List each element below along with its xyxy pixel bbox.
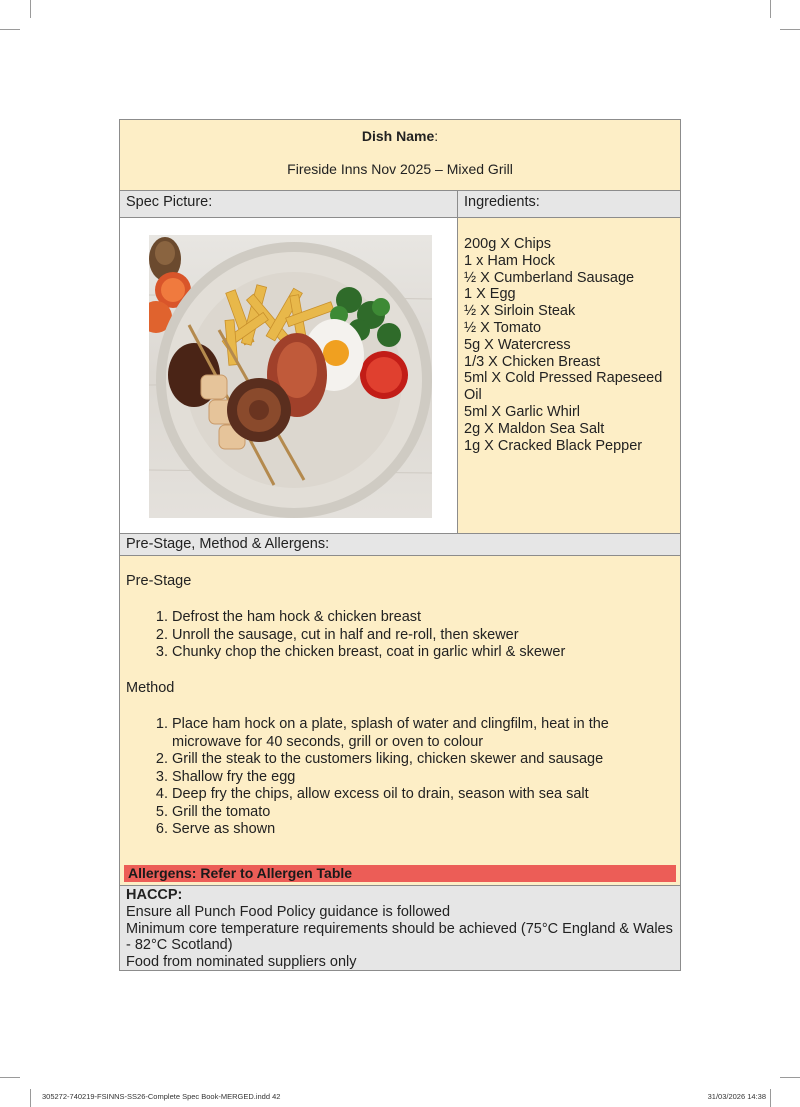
footer-file-name: 305272-740219-FSINNS-SS26-Complete Spec Book-MERGED.indd 42 [42,1092,281,1101]
method-step: 4. Deep fry the chips, allow excess oil to drain, season with sea salt [172,786,672,804]
mixed-grill-photo [149,235,432,518]
crop-mark [770,1089,771,1107]
pre-stage-step: 1. Defrost the ham hock & chicken breast [172,609,672,627]
ingredient-item: ½ X Cumberland Sausage [464,269,635,286]
method-header: Pre-Stage, Method & Allergens: [126,536,330,552]
crop-mark [780,1077,800,1078]
picture-ingredients-body [120,218,680,534]
mixed-grill-plate-icon [149,235,432,518]
crop-mark [0,29,20,30]
ingredient-item: 5ml X Garlic Whirl [464,403,581,420]
crop-mark [780,29,800,30]
spec-picture-header: Spec Picture: [120,191,458,217]
crop-mark [770,0,771,18]
ingredient-item: 5g X Watercress [464,336,571,353]
haccp-line: Food from nominated suppliers only [126,954,357,971]
ingredients-header: Ingredients: [464,194,540,210]
dish-name-heading [120,120,680,144]
haccp-line: Minimum core temperature requirements should be achieved (75°C England & Wales - 82°C Scotland) [126,920,673,954]
ingredient-item: 1 x Ham Hock [464,252,556,269]
method-step: 3. Shallow fry the egg [172,769,672,787]
pre-stage-step: 2. Unroll the sausage, cut in half and re-roll, then skewer [172,627,672,645]
method-section [120,556,680,886]
pre-stage-title: Pre-Stage [126,573,192,589]
ingredient-item: 5ml X Cold Pressed Rapeseed Oil [464,370,663,404]
method-step: 5. Grill the tomato [172,804,672,822]
ingredient-item: ½ X Sirloin Steak [464,303,576,320]
footer-date: 31/03/2026 14:38 [707,1092,766,1101]
crop-mark [30,0,31,18]
method-step: 2. Grill the steak to the customers liking, chicken skewer and sausage [172,751,672,769]
dish-name-section [120,120,680,191]
spec-sheet [119,119,681,971]
ingredient-item: 1 X Egg [464,286,516,303]
dish-name-label: Dish Name [361,128,435,144]
ingredient-item: 2g X Maldon Sea Salt [464,420,605,437]
crop-mark [0,1077,20,1078]
ingredient-item: 1/3 X Chicken Breast [464,353,601,370]
haccp-section [120,886,680,970]
method-step: 1. Place ham hock on a plate, splash of water and clingfilm, heat in the microwave for 40 seconds, grill or oven to colour [172,716,672,751]
pre-stage-step: 3. Chunky chop the chicken breast, coat in garlic whirl & skewer [172,644,672,662]
haccp-line: Ensure all Punch Food Policy guidance is followed [126,903,451,920]
ingredients-list [464,236,674,454]
dish-name-colon: : [434,128,439,144]
method-step: 6. Serve as shown [172,821,672,839]
ingredient-item: 1g X Cracked Black Pepper [464,437,643,454]
picture-ingredients-header [120,191,680,218]
method-header-row [120,534,680,556]
dish-name-value: Fireside Inns Nov 2025 – Mixed Grill [287,161,513,177]
allergens-banner: Allergens: Refer to Allergen Table [124,865,676,882]
crop-mark [30,1089,31,1107]
ingredient-item: 200g X Chips [464,236,552,252]
method-title: Method [126,680,175,696]
pre-stage-steps [152,609,672,662]
ingredient-item: ½ X Tomato [464,319,542,336]
spec-picture-cell [120,218,458,533]
haccp-title: HACCP: [126,887,183,903]
method-steps [152,716,672,839]
ingredients-cell [458,218,680,533]
